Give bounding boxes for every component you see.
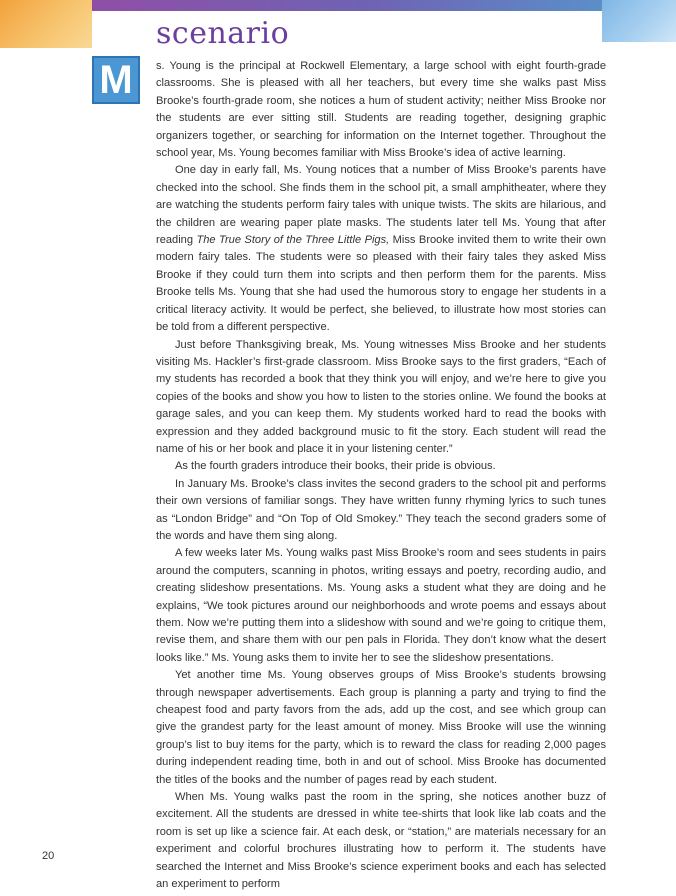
paragraph-4: As the fourth graders introduce their books, their pride is obvious. — [175, 460, 496, 473]
paragraph-2-text-b: Miss Brooke invited them to write their own modern fairy tales. The students were so pleased with their fairy tales they asked Miss Brooke if they could turn them into scripts and then perform them for the parents. Miss Brooke tells Ms. Young that she had used the humorous story to engage her students in a critical literacy activity. It would be perfect, she believed, to illustrate how most stories can be told from a different perspective. — [156, 234, 607, 334]
section-title: scenario — [156, 16, 290, 51]
paragraph-2-text-a: One day in early fall, Ms. Young notices that a number of Miss Brooke’s parents have checked into the school. She finds them in the school pit, a small amphitheater, where they are watching the students perform fairy tales with unique twists. The skits are hilarious, and the children are wearing paper plate masks. The students later tell Ms. Young that after reading — [156, 164, 606, 247]
decorative-blue-corner — [602, 0, 676, 42]
paragraph-3: Just before Thanksgiving break, Ms. Young witnesses Miss Brooke and her students visiting Ms. Hackler’s first-grade classroom. Miss Brooke says to the first graders, “Each of my students has recorded a book that they think you will enjoy, and we’re here to give you copies of the books and show you how to listen to the stories online. We found the books at garage sales, and you can keep them. My students worked hard to read the books with expression and they added background music to fit the story. Each student will read the name of his or her book and place it in your listening center.” — [156, 338, 606, 455]
paragraph-5: In January Ms. Brooke’s class invites the second graders to the school pit and performs their own versions of familiar songs. They have written funny rhyming lyrics to such tunes as “London Bridge” and “On Top of Old Smokey.” They teach the second graders some of the words and have them sing along. — [156, 477, 606, 542]
drop-cap: M — [92, 56, 140, 104]
paragraph-2 — [156, 162, 606, 336]
page-number: 20 — [42, 850, 55, 862]
paragraph-7: Yet another time Ms. Young observes groups of Miss Brooke’s students browsing through newspaper advertisements. Each group is planning a party and trying to find the cheapest food and party favors from the ads, add up the cost, and see which group can give the grandest party for the least amount of money. Miss Brooke will use the winning group’s list to buy items for the party, which is to reward the class for reading 2,000 pages during independent reading time, both in and out of school. Miss Brooke has documented the titles of the books and the number of pages read by each student. — [156, 669, 606, 786]
paragraph-8: When Ms. Young walks past the room in the spring, she notices another buzz of excitement. All the students are dressed in white tee-shirts that look like lab coats and the room is set up like a science fair. At each desk, or “station,” are materials necessary for an experiment and colorful brochures illustrating how to perform it. The students have searched the Internet and Miss Brooke’s science experiment books and each has selected an experiment to perform — [156, 791, 606, 891]
paragraph-1: s. Young is the principal at Rockwell Elementary, a large school with eight fourth-grade classrooms. She is pleased with all her teachers, but every time she walks past Miss Brooke’s fourth-grade room, she notices a hum of student activity; neither Miss Brooke nor the students are ever sitting still. Students are reading together, designing graphic organizers together, or searching for information on the Internet together. Throughout the school year, Ms. Young becomes familiar with Miss Brooke’s idea of active learning. — [156, 60, 606, 160]
paragraph-6: A few weeks later Ms. Young walks past Miss Brooke’s room and sees students in pairs around the computers, scanning in photos, writing essays and poetry, recording audio, and creating slideshow presentations. Ms. Young asks a student what they are doing and he explains, “We took pictures around our neighborhoods and wrote poems and essays about them. Now we’re putting them into a slideshow with sound and we’re going to critique them, revise them, and share them with our pen pals in Florida. They don’t know what the desert looks like.” Ms. Young asks them to invite her to see the slideshow presentations. — [156, 547, 606, 664]
book-title: The True Story of the Three Little Pigs, — [196, 234, 390, 247]
decorative-top-band — [92, 0, 602, 11]
story-body — [156, 58, 606, 894]
decorative-orange-corner — [0, 0, 92, 48]
